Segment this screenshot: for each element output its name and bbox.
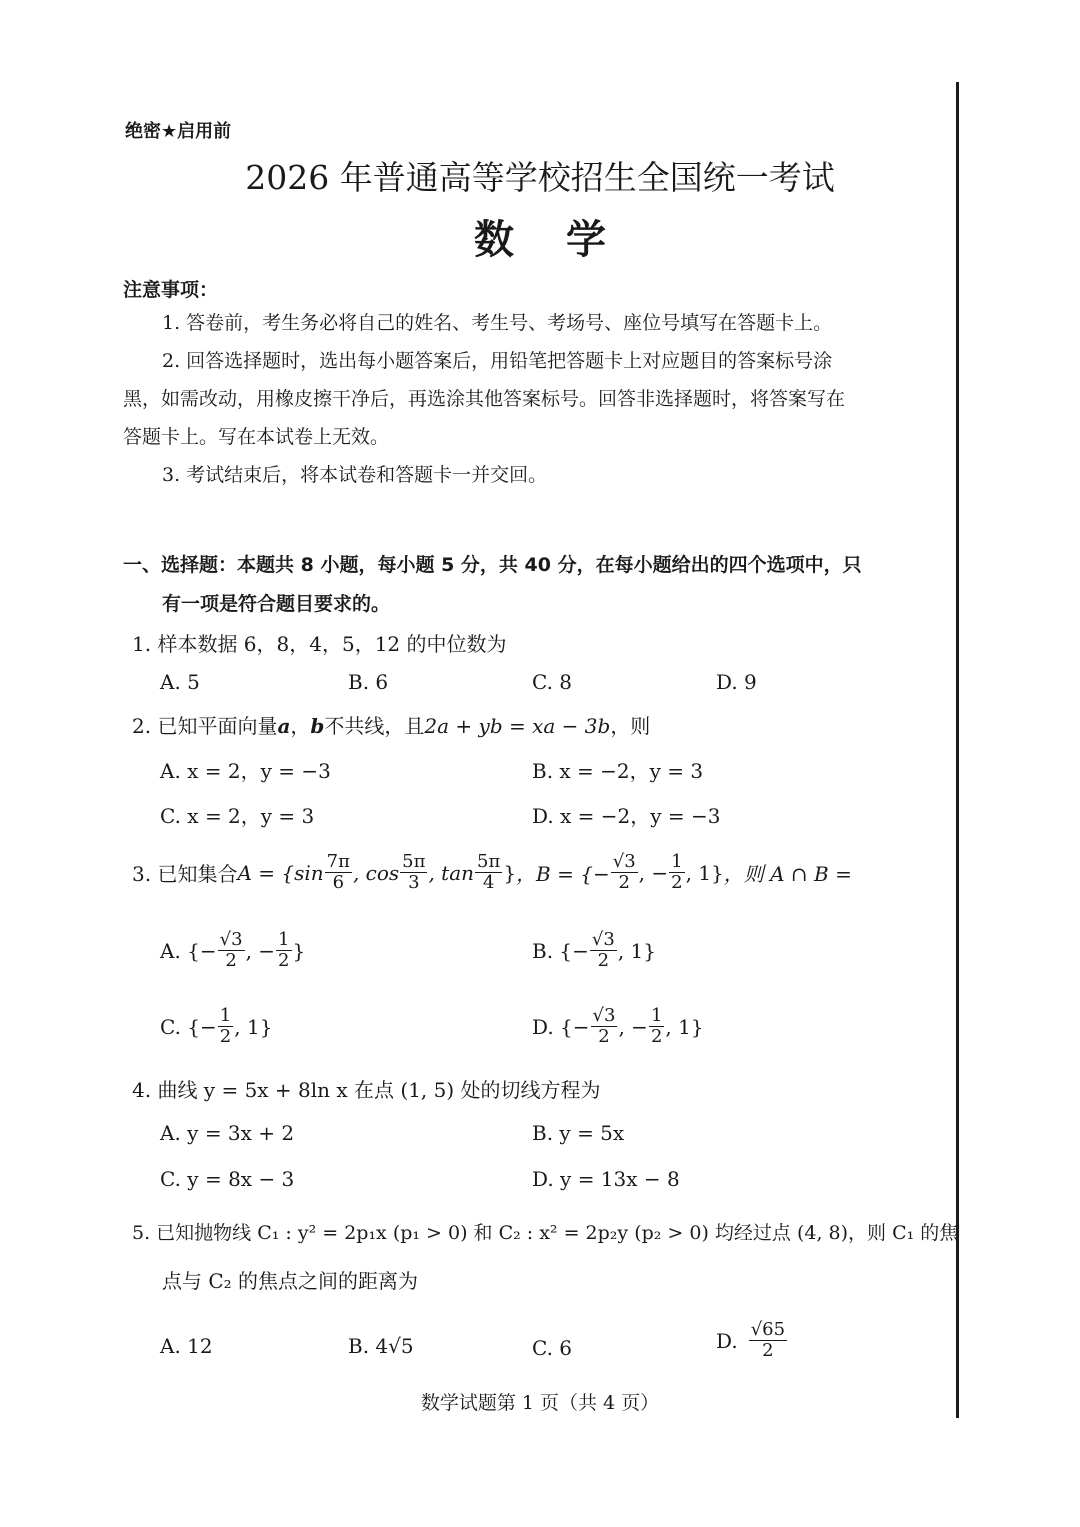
notice-item-2-line-1: 2. 回答选择题时，选出每小题答案后，用铅笔把答题卡上对应题目的答案标号涂 (162, 350, 833, 372)
fraction-denominator: 3 (408, 872, 420, 893)
question-1-stem: 1. 样本数据 6，8，4，5，12 的中位数为 (132, 632, 507, 656)
option-label: C. {− (160, 1014, 217, 1039)
question-3-option-b (532, 930, 656, 971)
question-3-option-c (160, 1006, 272, 1047)
question-1-option-c: C. 8 (532, 670, 573, 694)
question-1-option-a: A. 5 (160, 670, 200, 694)
fraction-numerator: √65 (750, 1319, 786, 1340)
question-4-option-b: B. y = 5x (532, 1121, 625, 1145)
question-1-option-b: B. 6 (348, 670, 389, 694)
fraction-denominator: 2 (225, 950, 237, 971)
fraction (649, 1006, 664, 1047)
question-2-option-c: C. x = 2，y = 3 (160, 804, 315, 828)
fraction-numerator: √3 (591, 929, 615, 950)
question-3-suffix: ，则 A ∩ B = (723, 862, 852, 886)
question-2-option-a: A. x = 2，y = −3 (160, 759, 331, 783)
set-a-close: } (503, 860, 517, 885)
question-2-suffix: ，则 (610, 714, 651, 738)
question-3-option-d (532, 1006, 704, 1047)
vector-a: a (277, 714, 291, 738)
fraction-sqrt3-2 (611, 852, 638, 893)
fraction-denominator: 2 (762, 1340, 774, 1361)
fraction-5pi-3 (400, 852, 427, 893)
fraction-numerator: √3 (219, 929, 243, 950)
question-2-mid: 不共线，且 (324, 714, 425, 738)
fraction (218, 930, 245, 971)
option-label: A. {− (160, 938, 217, 963)
page-footer: 数学试题第 1 页（共 4 页） (420, 1392, 660, 1414)
fraction-numerator: √3 (592, 1005, 616, 1026)
fraction-numerator: 1 (278, 929, 290, 950)
fraction-7pi-6 (325, 852, 352, 893)
fraction (218, 1006, 233, 1047)
question-4-option-a: A. y = 3x + 2 (160, 1121, 295, 1145)
notice-item-1: 1. 答卷前，考生务必将自己的姓名、考生号、考场号、座位号填写在答题卡上。 (162, 312, 833, 334)
set-a-open: A = {sin (237, 860, 324, 885)
notice-item-3: 3. 考试结束后，将本试卷和答题卡一并交回。 (162, 464, 548, 486)
fraction-denominator: 2 (598, 1026, 610, 1047)
fraction-numerator: 1 (650, 1005, 663, 1026)
fraction (276, 930, 291, 971)
question-1-option-d: D. 9 (716, 670, 757, 694)
question-5-stem-line-2: 点与 C₂ 的焦点之间的距离为 (162, 1269, 419, 1293)
fraction-denominator: 2 (597, 950, 610, 971)
fraction-numerator: √3 (612, 851, 636, 872)
notice-item-2-line-2: 黑，如需改动，用橡皮擦干净后，再选涂其他答案标号。回答非选择题时，将答案写在 (123, 388, 846, 410)
fraction-denominator: 2 (278, 950, 290, 971)
question-4-option-d: D. y = 13x − 8 (532, 1167, 680, 1191)
fraction-denominator: 6 (332, 872, 345, 893)
fraction-numerator: 7π (326, 851, 350, 872)
question-5-option-b: B. 4√5 (348, 1334, 414, 1358)
fraction-denominator: 4 (482, 872, 495, 893)
question-5-stem-line-1: 5. 已知抛物线 C₁ : y² = 2p₁x (p₁ > 0) 和 C₂ : x² = 2p₂y (p₂ > 0) 均经过点 (4, 8)，则 C₁ 的焦 (132, 1222, 959, 1244)
separator: , − (638, 860, 669, 885)
set-b-open: ，B = {− (516, 862, 610, 886)
question-5-option-d (716, 1320, 788, 1361)
question-2-comma: ， (290, 714, 311, 738)
fraction-denominator: 2 (671, 872, 683, 893)
set-close: , 1} (234, 1014, 273, 1039)
fraction-1-2 (669, 852, 684, 893)
exam-title: 2026 年普通高等学校招生全国统一考试 (245, 158, 835, 197)
fraction (590, 930, 617, 971)
question-3-option-a (160, 930, 305, 971)
question-2-stem (132, 710, 650, 739)
separator: , − (618, 1014, 648, 1039)
question-2-prefix: 2. 已知平面向量 (132, 714, 278, 738)
set-b-close: , 1} (685, 860, 724, 885)
fraction-numerator: 5π (402, 851, 426, 872)
cos-text: , cos (352, 860, 400, 885)
option-label: B. {− (532, 938, 589, 963)
question-2-option-d: D. x = −2，y = −3 (532, 804, 721, 828)
question-3-stem (132, 852, 852, 893)
fraction-denominator: 2 (650, 1026, 663, 1047)
set-close: , 1} (617, 938, 656, 963)
fraction-5pi-4 (475, 852, 502, 893)
question-3-prefix: 3. 已知集合 (132, 862, 238, 886)
tan-text: , tan (428, 860, 475, 885)
fraction-numerator: 5π (477, 851, 501, 872)
fraction (591, 1006, 618, 1047)
question-2-option-b: B. x = −2，y = 3 (532, 759, 704, 783)
question-4-option-c: C. y = 8x − 3 (160, 1167, 295, 1191)
option-label: D. {− (532, 1014, 590, 1039)
fraction-denominator: 2 (618, 872, 630, 893)
notice-title: 注意事项： (123, 279, 219, 301)
fraction-denominator: 2 (219, 1026, 232, 1047)
subject-title: 数学 (474, 217, 658, 263)
fraction-numerator: 1 (671, 851, 683, 872)
confidential-label: 绝密★启用前 (125, 121, 232, 142)
option-label: D. (716, 1328, 738, 1353)
vector-b: b (310, 714, 325, 738)
set-close: } (292, 938, 306, 963)
set-close: , 1} (665, 1014, 704, 1039)
question-5-option-a: A. 12 (160, 1334, 213, 1358)
section-1-heading-line-1: 一、选择题：本题共 8 小题，每小题 5 分，共 40 分，在每小题给出的四个选项中，只 (123, 554, 862, 576)
separator: , − (245, 938, 276, 963)
notice-item-2-line-3: 答题卡上。写在本试卷上无效。 (123, 426, 390, 448)
question-2-equation: 2a + yb = xa − 3b (424, 714, 611, 738)
section-1-heading-line-2: 有一项是符合题目要求的。 (162, 593, 391, 615)
question-5-option-c: C. 6 (532, 1336, 573, 1360)
question-4-stem: 4. 曲线 y = 5x + 8ln x 在点 (1, 5) 处的切线方程为 (132, 1078, 601, 1102)
fraction-numerator: 1 (219, 1005, 232, 1026)
fraction-sqrt65-2 (749, 1320, 787, 1361)
